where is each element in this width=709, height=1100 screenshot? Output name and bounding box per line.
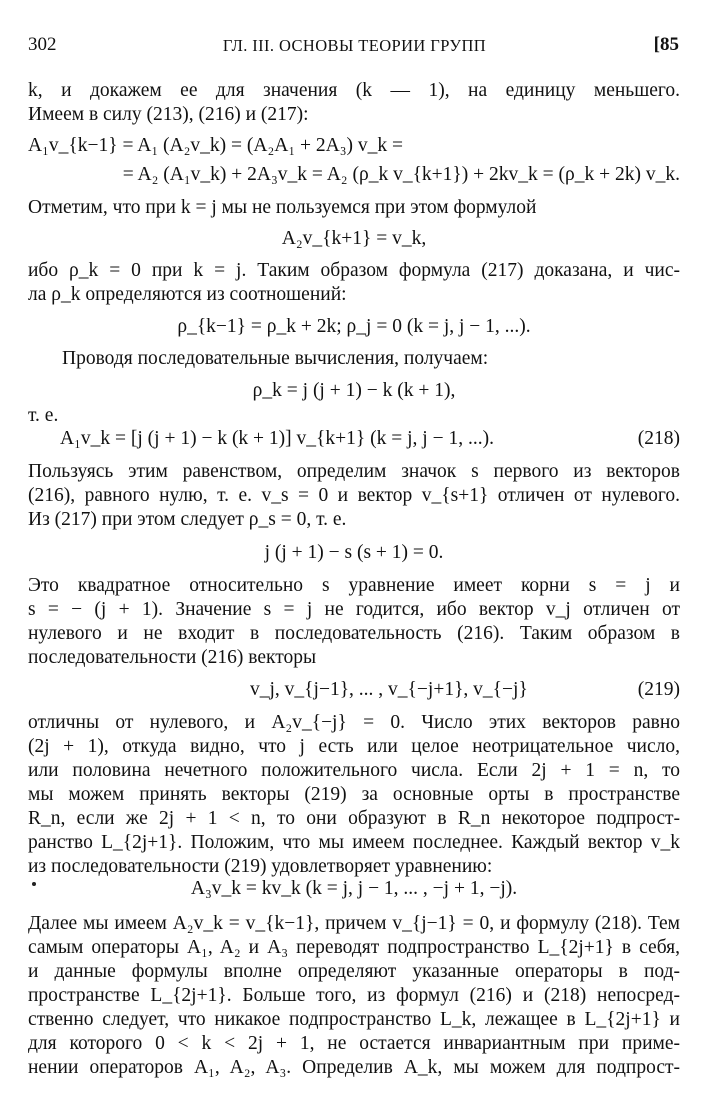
text-line: мы можем принять векторы (219) за основные орты в пространстве: [28, 784, 680, 805]
text-line: нулевого и не входит в последовательность (216). Таким образом в: [28, 623, 680, 644]
text-line: ранство L_{2j+1}. Положим, что мы имеем последнее. Каждый вектор v_k: [28, 832, 680, 853]
section-number: [85: [653, 34, 679, 55]
equation-row-219: [28, 678, 680, 702]
equation-line: A₂v_{k+1} = v_k,: [281, 228, 427, 249]
equation-line: A₃v_k = kv_k (k = j, j − 1, ... , −j + 1, −j).: [190, 878, 518, 899]
text-line: Имеем в силу (213), (216) и (217):: [28, 104, 309, 125]
equation-219: v_j, v_{j−1}, ... , v_{−j+1}, v_{−j}: [250, 679, 528, 700]
text-line: или половина нечетного положительного числа. Если 2j + 1 = n, то: [28, 760, 680, 781]
equation-row-218: [28, 427, 680, 451]
text-line: из последовательности (219) удовлетворяет уравнению:: [28, 856, 493, 877]
text-line: отличны от нулевого, и A₂v_{−j} = 0. Число этих векторов равно: [28, 712, 680, 733]
text-line: ибо ρ_k = 0 при k = j. Таким образом формула (217) доказана, и чис-: [28, 260, 680, 281]
equation-number-219: (219): [637, 679, 680, 700]
equation-line: j (j + 1) − s (s + 1) = 0.: [264, 542, 444, 563]
text-line: ла ρ_k определяются из соотношений:: [28, 284, 347, 305]
text-line: пространстве L_{2j+1}. Больше того, из формул (216) и (218) непосред-: [28, 985, 680, 1006]
text-line: Проводя последовательные вычисления, получаем:: [62, 348, 489, 369]
equation-line: A₁v_{k−1} = A₁ (A₂v_k) = (A₂A₁ + 2A₃) v_k =: [28, 135, 404, 156]
text-line: Из (217) при этом следует ρ_s = 0, т. е.: [28, 509, 347, 530]
text-line: (2j + 1), откуда видно, что j есть или целое неотрицательное число,: [28, 736, 680, 757]
text-line: самым операторы A₁, A₂ и A₃ переводят подпространство L_{2j+1} в себя,: [28, 937, 680, 958]
text-line: Отметим, что при k = j мы не пользуемся при этом формулой: [28, 197, 537, 218]
text-line: (216), равного нулю, т. е. v_s = 0 и вектор v_{s+1} отличен от нулевого.: [28, 485, 680, 506]
equation-line: ρ_{k−1} = ρ_k + 2k; ρ_j = 0 (k = j, j − 1, ...).: [177, 316, 531, 337]
text-line: R_n, если же 2j + 1 < n, то они образуют в R_n некоторое подпрост-: [28, 808, 680, 829]
text-line: Это квадратное относительно s уравнение имеет корни s = j и: [28, 575, 680, 596]
text-line: Пользуясь этим равенством, определим значок s первого из векторов: [28, 461, 680, 482]
page-number: 302: [28, 34, 57, 55]
text-line: и данные формулы вполне определяют указанные операторы в под-: [28, 961, 680, 982]
text-line: k, и докажем ее для значения (k — 1), на единицу меньшего.: [28, 80, 680, 101]
equation-line: = A₂ (A₁v_k) + 2A₃v_k = A₂ (ρ_k v_{k+1}) + 2kv_k = (ρ_k + 2k) v_k.: [122, 164, 680, 185]
text-line: ственно следует, что никакое подпространство L_k, лежащее в L_{2j+1} и: [28, 1009, 680, 1030]
equation-line: ρ_k = j (j + 1) − k (k + 1),: [252, 380, 456, 401]
equation-number-218: (218): [637, 428, 680, 449]
text-line: нении операторов A₁, A₂, A₃. Определив A_k, мы можем для подпрост-: [28, 1057, 680, 1078]
text-line: для которого 0 < k < 2j + 1, не остается инвариантным при приме-: [28, 1033, 680, 1054]
running-title: ГЛ. III. ОСНОВЫ ТЕОРИИ ГРУПП: [222, 36, 487, 55]
text-line: Далее мы имеем A₂v_k = v_{k−1}, причем v_{j−1} = 0, и формулу (218). Тем: [28, 913, 680, 934]
text-line: последовательности (216) векторы: [28, 647, 317, 668]
equation-218: A₁v_k = [j (j + 1) − k (k + 1)] v_{k+1} (k = j, j − 1, ...).: [60, 428, 494, 449]
running-header: [0, 34, 709, 60]
text-line: s = − (j + 1). Значение s = j не годится, ибо вектор v_j отличен от: [28, 599, 680, 620]
text-line: т. е.: [28, 405, 59, 426]
